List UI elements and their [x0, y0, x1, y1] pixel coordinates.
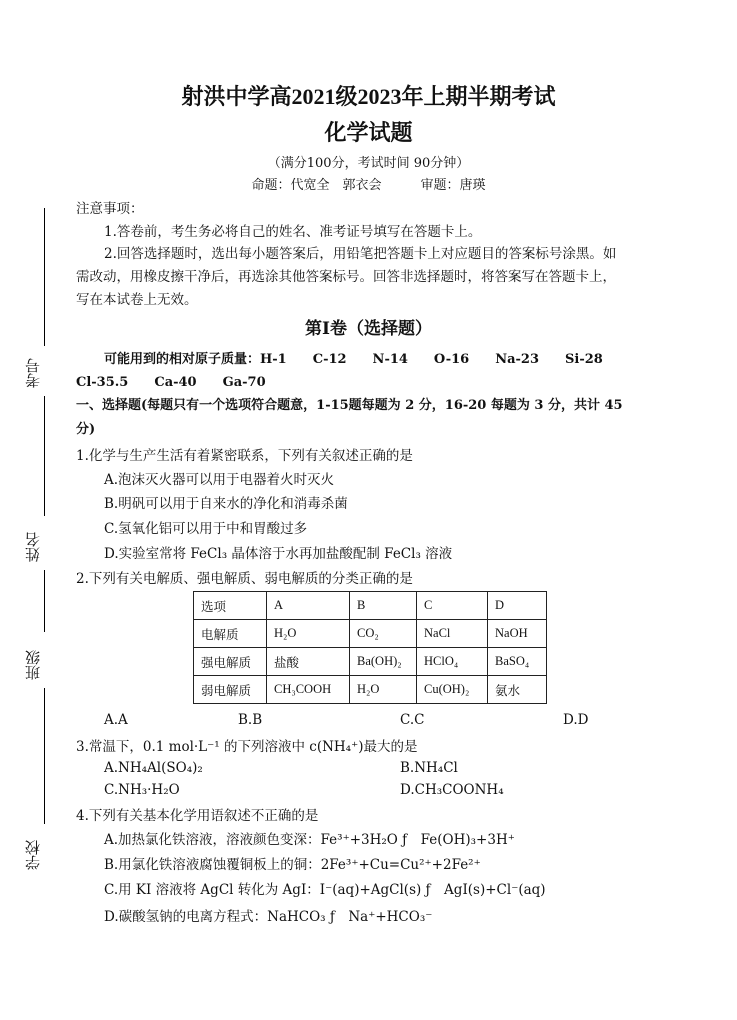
table-cell: Ba(OH)₂	[350, 648, 417, 676]
section-instructions-line-2: 分)	[76, 422, 96, 437]
section-instructions-line-1: 一、选择题(每题只有一个选项符合题意，1-15题每题为 2 分，16-20 每题为 3 分，共计 45	[76, 398, 623, 413]
table-cell: CO₂	[350, 620, 417, 648]
notes-item-2-line-2: 需改动，用橡皮擦干净后，再选涂其他答案标号。回答非选择题时，将答案写在答题卡上，	[76, 269, 616, 285]
subject-title: 化学试题	[324, 120, 413, 145]
table-cell: 氨水	[488, 676, 547, 704]
question-1-option-d: D.实验室常将 FeCl₃ 晶体溶于水再加盐酸配制 FeCl₃ 溶液	[104, 546, 453, 562]
question-3-stem: 3.常温下，0.1 mol·L⁻¹ 的下列溶液中 c(NH₄⁺)最大的是	[76, 739, 418, 755]
table-cell: D	[488, 592, 547, 620]
side-field-class: 班级	[24, 650, 42, 680]
table-cell: HClO₄	[417, 648, 488, 676]
notes-item-2-line-3: 写在本试卷上无效。	[76, 292, 198, 308]
table-cell: H₂O	[267, 620, 350, 648]
table-cell: H₂O	[350, 676, 417, 704]
section-title: 第Ⅰ卷（选择题）	[305, 319, 432, 339]
question-2-option-b: B.B	[238, 712, 263, 728]
question-2-option-c: C.C	[400, 712, 425, 728]
question-2-table	[193, 591, 547, 704]
table-cell: 盐酸	[267, 648, 350, 676]
exam-info: （满分100分，考试时间 90分钟）	[267, 156, 470, 171]
side-field-school: 学校	[24, 840, 42, 870]
side-line	[44, 688, 45, 824]
table-cell: NaOH	[488, 620, 547, 648]
side-field-exam-number: 考号	[24, 358, 42, 388]
table-row	[194, 592, 547, 620]
notes-item-1: 1.答卷前，考生务必将自己的姓名、准考证号填写在答题卡上。	[104, 224, 482, 240]
question-1-option-a: A.泡沫灭火器可以用于电器着火时灭火	[104, 472, 335, 488]
atomic-masses-line-2: Cl-35.5 Ca-40 Ga-70	[76, 375, 266, 390]
table-cell: NaCl	[417, 620, 488, 648]
notes-heading: 注意事项：	[76, 201, 144, 217]
table-row	[194, 620, 547, 648]
question-4-option-d: D.碳酸氢钠的电离方程式：NaHCO₃ ƒ Na⁺+HCO₃⁻	[104, 909, 433, 925]
table-row	[194, 648, 547, 676]
side-field-name: 姓名	[24, 532, 42, 562]
question-3-option-a: A.NH₄Al(SO₄)₂	[104, 760, 203, 776]
question-2-option-a: A.A	[104, 712, 128, 728]
table-cell: 强电解质	[194, 648, 267, 676]
question-3-option-d: D.CH₃COONH₄	[400, 782, 504, 798]
table-cell: 电解质	[194, 620, 267, 648]
question-2-stem: 2.下列有关电解质、强电解质、弱电解质的分类正确的是	[76, 571, 413, 587]
notes-item-2-line-1: 2.回答选择题时，选出每小题答案后，用铅笔把答题卡上对应题目的答案标号涂黑。如	[104, 246, 617, 262]
table-cell: BaSO₄	[488, 648, 547, 676]
atomic-masses-line-1: 可能用到的相对原子质量：H-1 C-12 N-14 O-16 Na-23 Si-28	[104, 352, 603, 367]
question-2-option-d: D.D	[563, 712, 589, 728]
exam-title: 射洪中学高2021级2023年上期半期考试	[181, 84, 556, 109]
question-4-option-a: A.加热氯化铁溶液，溶液颜色变深：Fe³⁺+3H₂O ƒ Fe(OH)₃+3H⁺	[104, 832, 515, 848]
question-3-option-c: C.NH₃·H₂O	[104, 782, 180, 798]
table-cell: 弱电解质	[194, 676, 267, 704]
side-line	[44, 396, 45, 516]
question-1-option-c: C.氢氧化铝可以用于中和胃酸过多	[104, 521, 308, 537]
question-4-option-c: C.用 KI 溶液将 AgCl 转化为 AgI：I⁻(aq)+AgCl(s) ƒ AgI(s)+Cl⁻(aq)	[104, 882, 546, 898]
side-line	[44, 570, 45, 632]
exam-authors: 命题：代宽全 郭衣会 审题：唐瑛	[251, 178, 486, 193]
table-cell: C	[417, 592, 488, 620]
question-1-stem: 1.化学与生产生活有着紧密联系，下列有关叙述正确的是	[76, 448, 413, 464]
question-3-option-b: B.NH₄Cl	[400, 760, 458, 776]
question-1-option-b: B.明矾可以用于自来水的净化和消毒杀菌	[104, 496, 348, 512]
table-cell: B	[350, 592, 417, 620]
table-cell: Cu(OH)₂	[417, 676, 488, 704]
table-cell: 选项	[194, 592, 267, 620]
question-4-stem: 4.下列有关基本化学用语叙述不正确的是	[76, 808, 319, 824]
table-cell: CH₃COOH	[267, 676, 350, 704]
question-4-option-b: B.用氯化铁溶液腐蚀覆铜板上的铜：2Fe³⁺+Cu=Cu²⁺+2Fe²⁺	[104, 857, 481, 873]
table-cell: A	[267, 592, 350, 620]
table-row	[194, 676, 547, 704]
